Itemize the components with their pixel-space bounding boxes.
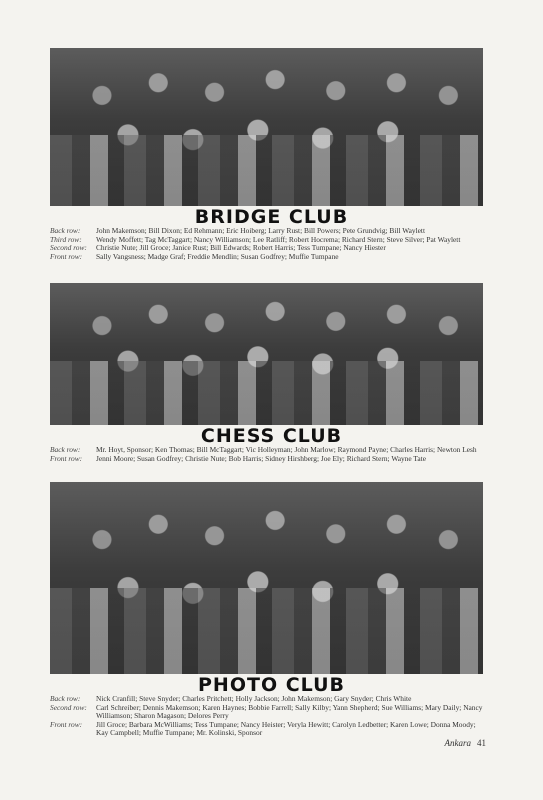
bridge-club-caption — [50, 227, 486, 261]
row-label: Front row: — [50, 719, 83, 729]
chess-club-title: CHESS CLUB — [200, 425, 343, 447]
chess-club-caption — [50, 446, 486, 463]
photo-club-title: PHOTO CLUB — [198, 674, 345, 696]
row-names: Nick Cranfill; Steve Snyder; Charles Pritchett; Holly Jackson; John Makemson; Gary Snyder; Chris White — [96, 694, 412, 703]
row-label: Front row: — [50, 251, 83, 261]
row-label: Front row: — [50, 453, 83, 463]
row-names: Mr. Hoyt, Sponsor; Ken Thomas; Bill McTaggart; Vic Holleyman; John Marlow; Raymond Payne; Charles Harris; Newton Lesh — [96, 445, 477, 454]
yearbook-name: Ankara — [444, 738, 471, 748]
row-names: Carl Schreiber; Dennis Makemson; Karen Haynes; Bobbie Farrell; Sally Kilby; Yann Shepherd; Sue Williams; Mary Daily; Nancy Williamson; Sharon Magason; Delores Perry — [96, 702, 483, 721]
row-label: Back row: — [50, 445, 81, 454]
caption-row — [50, 721, 486, 738]
page-footer — [445, 738, 487, 748]
row-label: Second row: — [50, 243, 87, 253]
row-label: Third row: — [50, 234, 82, 244]
row-label: Second row: — [50, 702, 87, 712]
bridge-club-title: BRIDGE CLUB — [194, 206, 349, 228]
row-names: Jenni Moore; Susan Godfrey; Christie Nute; Bob Harris; Sidney Hirshberg; Joe Ely; Richard Stern; Wayne Tate — [96, 453, 426, 463]
row-names: Jill Groce; Barbara McWilliams; Tess Tumpane; Nancy Heister; Veryla Hewitt; Carolyn Ledbetter; Karen Lowe; Donna Moody; Kay Campbell; Muffie Tumpane; Mr. Kolinski, Sponsor — [96, 719, 476, 738]
chess-club-photo — [50, 283, 483, 425]
row-label: Back row: — [50, 694, 81, 703]
row-names: Sally Vangsness; Madge Graf; Freddie Mendlin; Susan Godfrey; Muffie Tumpane — [96, 251, 339, 261]
photo-club-photo — [50, 482, 483, 674]
photo-club-caption — [50, 695, 486, 738]
caption-row — [50, 455, 486, 464]
row-label: Back row: — [50, 226, 81, 235]
row-names: Wendy Moffett; Tag McTaggart; Nancy Williamson; Lee Ratliff; Robert Hocrema; Richard Stern; Steve Silver; Pat Waylett — [96, 234, 461, 244]
bridge-club-photo — [50, 48, 483, 206]
page-number: 41 — [477, 738, 486, 748]
row-names: Christie Nute; Jill Groce; Janice Rust; Bill Edwards; Robert Harris; Tess Tumpane; Nancy Hiester — [96, 243, 386, 253]
row-names: John Makemson; Bill Dixon; Ed Rehmann; Eric Hoiberg; Larry Rust; Bill Powers; Pete Grundvig; Bill Waylett — [96, 226, 426, 235]
caption-row — [50, 253, 486, 262]
caption-row — [50, 704, 486, 721]
